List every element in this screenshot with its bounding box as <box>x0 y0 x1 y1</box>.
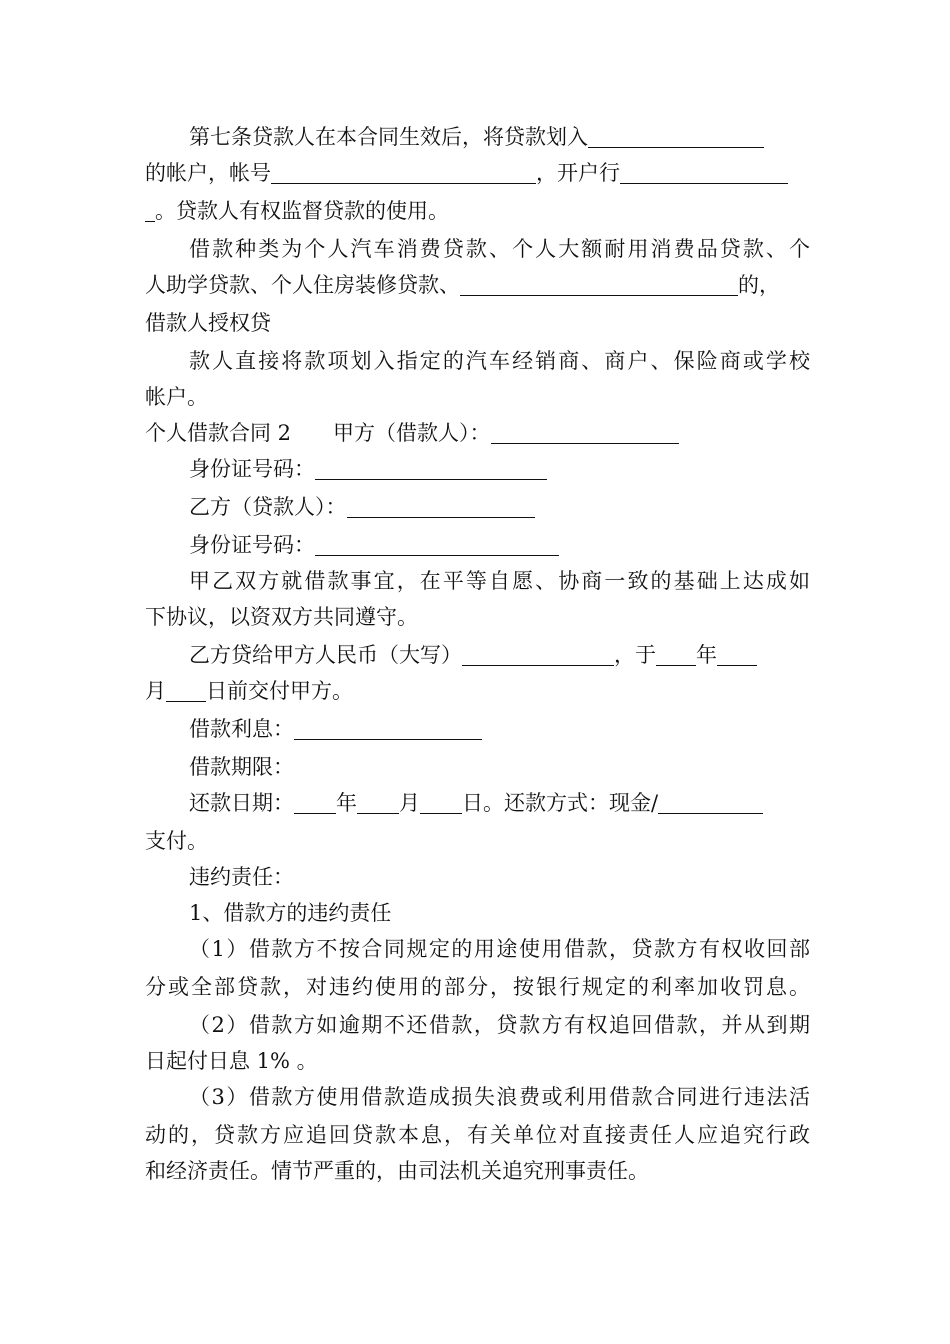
blank-recipient <box>588 125 764 148</box>
repayment-line1: 还款日期： 年 月 日。还款方式：现金/ <box>189 788 810 818</box>
liability-sub1: 1、借款方的违约责任 <box>189 901 392 925</box>
agreement-line2: 下协议，以资双方共同遵守。 <box>145 605 418 629</box>
loan-types-line1: 借款种类为个人汽车消费贷款、个人大额耐用消费品贷款、个 <box>189 237 810 261</box>
loan-types-line3: 借款人授权贷 <box>145 311 271 335</box>
clause3-line3: 和经济责任。情节严重的，由司法机关追究刑事责任。 <box>145 1159 649 1183</box>
party-b-line: 乙方（贷款人）： <box>189 492 810 522</box>
blank-month <box>717 643 757 666</box>
blank-repay-year <box>294 791 336 814</box>
blank-interest <box>294 717 482 740</box>
article7-line3: 。贷款人有权监督贷款的使用。 <box>145 196 810 226</box>
liability-heading: 违约责任： <box>189 865 294 889</box>
blank-bank-cont <box>145 199 155 222</box>
lending-line1: 乙方贷给甲方人民币（大写） ，于 年 <box>189 640 810 670</box>
repayment-line2: 支付。 <box>145 829 208 853</box>
term-line: 借款期限： <box>189 755 294 779</box>
contract-title: 个人借款合同 2 <box>145 421 292 445</box>
article7-line1: 第七条贷款人在本合同生效后，将贷款划入 <box>189 122 810 152</box>
agreement-line1: 甲乙双方就借款事宜，在平等自愿、协商一致的基础上达成如 <box>189 569 810 593</box>
blank-amount <box>462 643 614 666</box>
direct-transfer-line1: 款人直接将款项划入指定的汽车经销商、商户、保险商或学校 <box>189 349 810 373</box>
clause2-line2: 日起付日息 1% 。 <box>145 1049 318 1073</box>
blank-repay-day <box>420 791 462 814</box>
blank-account-number <box>271 161 536 184</box>
clause3-line2: 动的，贷款方应追回贷款本息，有关单位对直接责任人应追究行政 <box>145 1123 810 1147</box>
id-a-line: 身份证号码： <box>189 454 810 484</box>
loan-types-line2: 人助学贷款、个人住房装修贷款、 的， <box>145 273 780 297</box>
blank-id-b <box>315 533 559 556</box>
blank-repay-month <box>357 791 399 814</box>
blank-party-b <box>347 495 535 518</box>
article7-line2: 的帐户，帐号 ，开户行 <box>145 158 810 188</box>
clause2-line1: （2）借款方如逾期不还借款，贷款方有权追回借款，并从到期 <box>189 1013 810 1037</box>
id-b-line: 身份证号码： <box>189 530 810 560</box>
direct-transfer-line2: 帐户。 <box>145 385 208 409</box>
blank-payment-method <box>658 791 763 814</box>
lending-line2: 月 日前交付甲方。 <box>145 679 353 703</box>
blank-year <box>656 643 696 666</box>
blank-id-a <box>315 457 547 480</box>
blank-bank <box>620 161 788 184</box>
blank-day <box>166 679 206 702</box>
blank-loan-type <box>460 273 738 296</box>
clause1-line1: （1）借款方不按合同规定的用途使用借款，贷款方有权收回部 <box>189 937 810 961</box>
interest-line: 借款利息： <box>189 714 810 744</box>
clause1-line2: 分或全部贷款，对违约使用的部分，按银行规定的利率加收罚息。 <box>145 975 810 999</box>
blank-party-a <box>491 421 679 444</box>
contract2-title-line: 个人借款合同 2 甲方（借款人）： <box>145 418 810 448</box>
clause3-line1: （3）借款方使用借款造成损失浪费或利用借款合同进行违法活 <box>189 1085 810 1109</box>
